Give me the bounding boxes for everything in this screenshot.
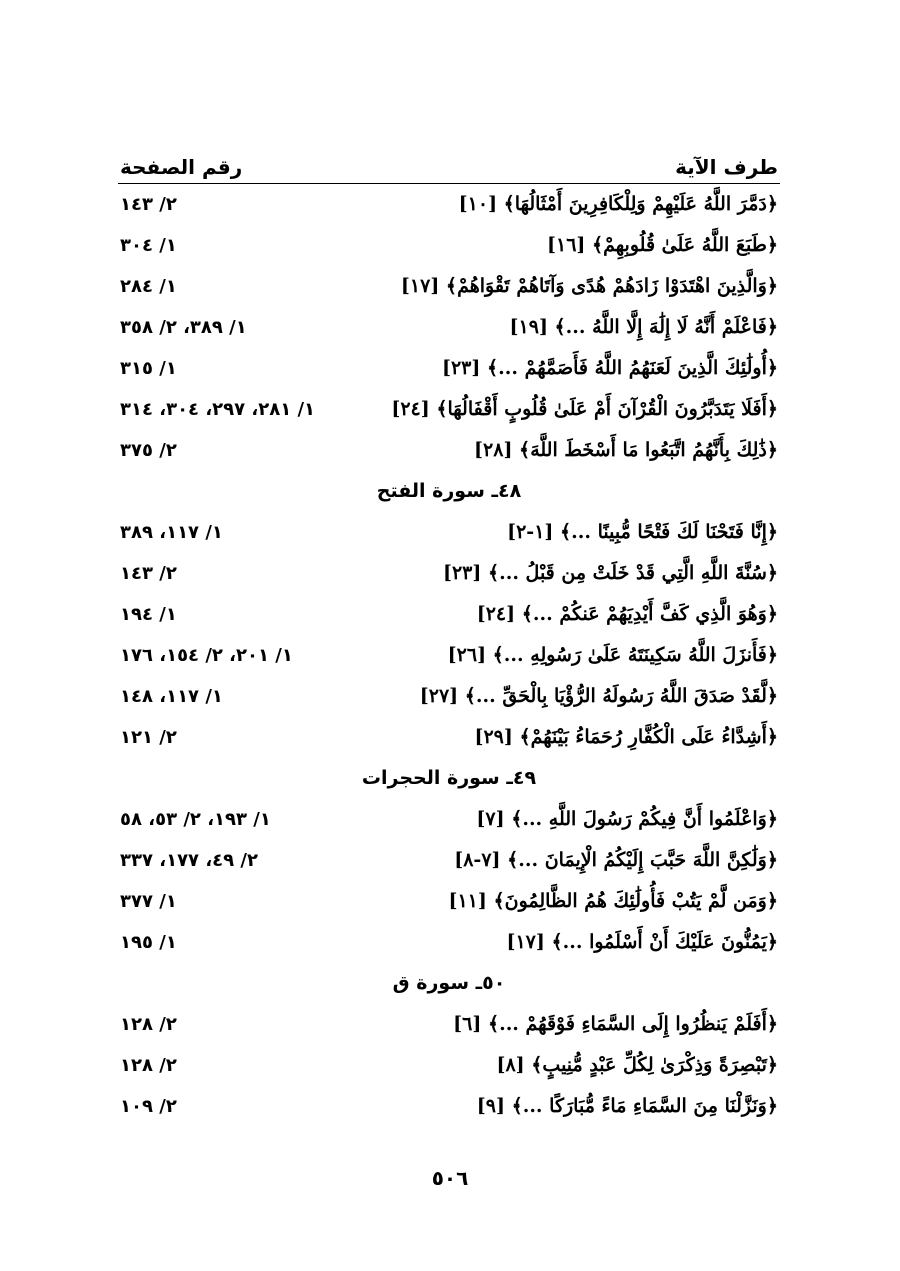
page-column-header: رقم الصفحة	[120, 155, 243, 179]
surah-heading: ٤٨ـ سورة الفتح	[376, 480, 522, 502]
page-references: ١/ ١٩٤	[120, 604, 177, 625]
ayah-text: ﴿لَّقَدْ صَدَقَ اللَّهُ رَسُولَهُ الرُّؤْيَا بِالْحَقِّ ...﴾ [٢٧]	[419, 685, 778, 707]
ayah-text: ﴿إِنَّا فَتَحْنَا لَكَ فَتْحًا مُّبِينًا ...﴾ [١-٢]	[507, 521, 778, 543]
ayah-text: ﴿أَفَلَا يَتَدَبَّرُونَ الْقُرْآنَ أَمْ عَلَىٰ قُلُوبٍ أَقْفَالُهَا﴾ [٢٤]	[391, 398, 778, 420]
index-entry	[118, 184, 780, 225]
index-entry	[118, 840, 780, 881]
index-entry	[118, 594, 780, 635]
index-entry	[118, 799, 780, 840]
index-rows	[118, 184, 780, 1127]
ayah-text: ﴿وَاعْلَمُوا أَنَّ فِيكُمْ رَسُولَ اللَّهِ ...﴾ [٧]	[476, 808, 778, 830]
index-entry	[118, 1086, 780, 1127]
ayah-text: ﴿يَمُنُّونَ عَلَيْكَ أَنْ أَسْلَمُوا ...﴾ [١٧]	[506, 931, 778, 953]
index-entry	[118, 635, 780, 676]
page-references: ٢/ ٣٧٥	[120, 440, 177, 461]
ayah-text: ﴿ذَٰلِكَ بِأَنَّهُمُ اتَّبَعُوا مَا أَسْخَطَ اللَّهَ﴾ [٢٨]	[474, 439, 778, 461]
ayah-text: ﴿أَشِدَّاءُ عَلَى الْكُفَّارِ رُحَمَاءُ بَيْنَهُمْ﴾ [٢٩]	[474, 726, 778, 748]
page-number: ٥٠٦	[431, 1166, 469, 1190]
surah-heading: ٥٠ـ سورة ق	[392, 972, 506, 994]
ayah-text: ﴿وَنَزَّلْنَا مِنَ السَّمَاءِ مَاءً مُّبَارَكًا ...﴾ [٩]	[476, 1095, 778, 1117]
page-references: ٢/ ١٢٨	[120, 1014, 177, 1035]
index-page	[118, 150, 780, 1127]
ayah-text: ﴿وَمَن لَّمْ يَتُبْ فَأُولَٰئِكَ هُمُ الظَّالِمُونَ﴾ [١١]	[448, 890, 778, 912]
page-references: ١/ ٣٧٧	[120, 891, 177, 912]
ayah-text: ﴿أُولَٰئِكَ الَّذِينَ لَعَنَهُمُ اللَّهُ فَأَصَمَّهُمْ ...﴾ [٢٣]	[441, 357, 778, 379]
index-entry	[118, 389, 780, 430]
page-references: ١/ ٣٠٤	[120, 235, 177, 256]
index-entry	[118, 922, 780, 963]
index-entry	[118, 717, 780, 758]
ayah-text: ﴿وَهُوَ الَّذِي كَفَّ أَيْدِيَهُمْ عَنكُمْ ...﴾ [٢٤]	[476, 603, 778, 625]
page-references: ٢/ ١٢٨	[120, 1055, 177, 1076]
page-references: ١/ ٣١٥	[120, 358, 177, 379]
table-header	[118, 150, 780, 184]
index-entry	[118, 266, 780, 307]
index-entry	[118, 307, 780, 348]
index-entry	[118, 348, 780, 389]
ayah-text: ﴿وَالَّذِينَ اهْتَدَوْا زَادَهُمْ هُدًى وَآتَاهُمْ تَقْوَاهُمْ﴾ [١٧]	[400, 275, 778, 297]
index-entry	[118, 430, 780, 471]
page-references: ١/ ٢٨١، ٢٩٧، ٣٠٤، ٣١٤	[120, 399, 316, 420]
index-entry	[118, 1045, 780, 1086]
page-references: ١/ ١١٧، ١٤٨	[120, 686, 223, 707]
ayah-text: ﴿أَفَلَمْ يَنظُرُوا إِلَى السَّمَاءِ فَوْقَهُمْ ...﴾ [٦]	[453, 1013, 778, 1035]
page-references: ٢/ ٤٩، ١٧٧، ٣٣٧	[120, 850, 258, 871]
index-entry	[118, 512, 780, 553]
ayah-text: ﴿فَأَنزَلَ اللَّهُ سَكِينَتَهُ عَلَىٰ رَسُولِهِ ...﴾ [٢٦]	[447, 644, 778, 666]
ayah-text: ﴿فَاعْلَمْ أَنَّهُ لَا إِلَٰهَ إِلَّا اللَّهُ ...﴾ [١٩]	[509, 316, 778, 338]
surah-heading: ٤٩ـ سورة الحجرات	[361, 767, 537, 789]
page-references: ١/ ٢٠١، ٢/ ١٥٤، ١٧٦	[120, 645, 293, 666]
page-references: ٢/ ١٠٩	[120, 1096, 177, 1117]
page-references: ١/ ٣٨٩، ٢/ ٣٥٨	[120, 317, 247, 338]
index-entry	[118, 1004, 780, 1045]
index-entry	[118, 881, 780, 922]
ayah-text: ﴿طَبَعَ اللَّهُ عَلَىٰ قُلُوبِهِمْ﴾ [١٦]	[547, 234, 778, 256]
page-references: ٢/ ١٤٣	[120, 194, 177, 215]
ayah-text: ﴿تَبْصِرَةً وَذِكْرَىٰ لِكُلِّ عَبْدٍ مُّنِيبٍ﴾ [٨]	[496, 1054, 778, 1076]
page-references: ٢/ ١٤٣	[120, 563, 177, 584]
page-references: ١/ ١٩٣، ٢/ ٥٣، ٥٨	[120, 809, 271, 830]
index-entry	[118, 225, 780, 266]
index-entry	[118, 676, 780, 717]
page-references: ٢/ ١٢١	[120, 727, 177, 748]
ayah-text: ﴿دَمَّرَ اللَّهُ عَلَيْهِمْ وَلِلْكَافِرِينَ أَمْثَالُهَا﴾ [١٠]	[458, 193, 778, 215]
page-references: ١/ ١٩٥	[120, 932, 177, 953]
ayah-text: ﴿سُنَّةَ اللَّهِ الَّتِي قَدْ خَلَتْ مِن قَبْلُ ...﴾ [٢٣]	[442, 562, 778, 584]
page-references: ١/ ١١٧، ٣٨٩	[120, 522, 223, 543]
page-references: ١/ ٢٨٤	[120, 276, 177, 297]
ayah-column-header: طرف الآية	[675, 155, 778, 179]
ayah-text: ﴿وَلَٰكِنَّ اللَّهَ حَبَّبَ إِلَيْكُمُ الْإِيمَانَ ...﴾ [٧-٨]	[454, 849, 778, 871]
index-entry	[118, 553, 780, 594]
